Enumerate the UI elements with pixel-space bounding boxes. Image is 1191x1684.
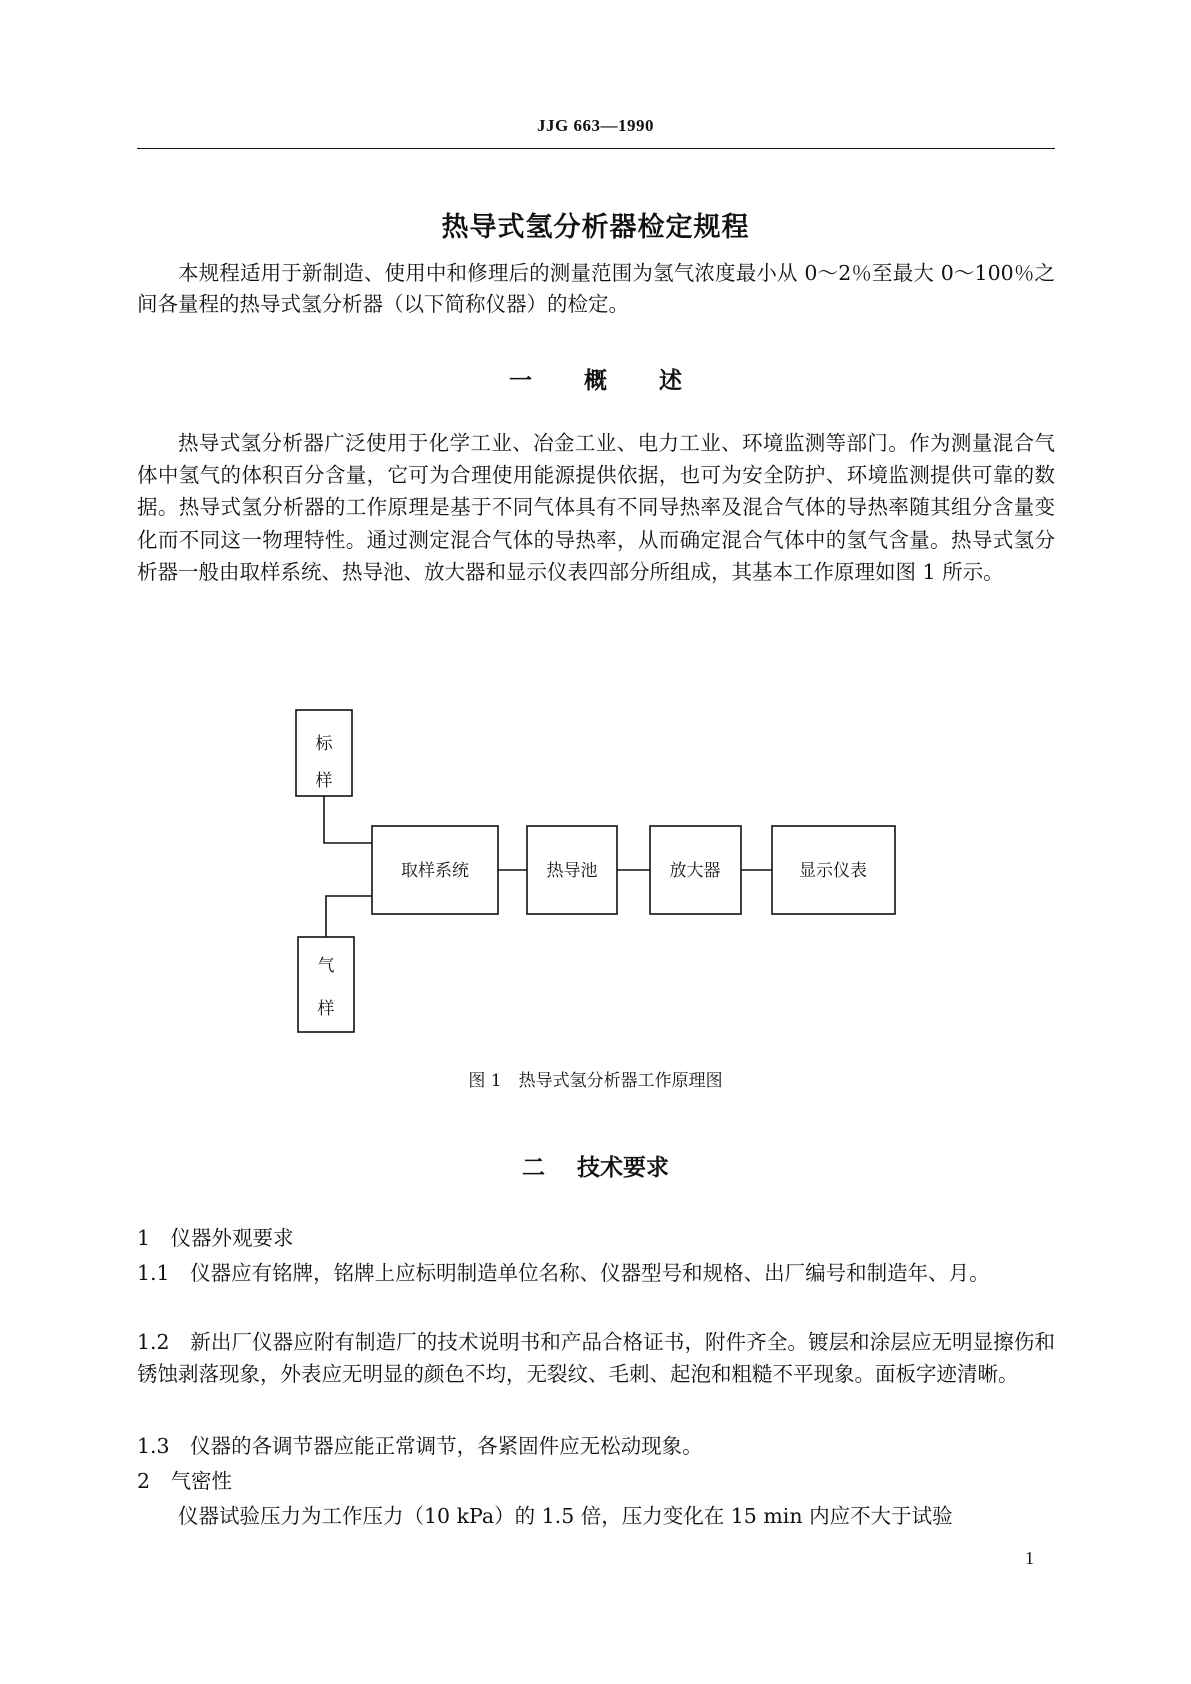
display-label: 显示仪表 [799, 861, 867, 881]
thermal-cell-label: 热导池 [546, 861, 598, 881]
overview-paragraph: 热导式氢分析器广泛使用于化学工业、冶金工业、电力工业、环境监测等部门。作为测量混合气体中氢气的体积百分含量，它可为合理使用能源提供依据，也可为安全防护、环境监测提供可靠的数据。热导式氢分析器的工作原理是基于不同气体具有不同导热率及混合气体的导热率随其组分含量变化而不同这一物理特性。通过测定混合气体的导热率，从而确定混合气体中的氢气含量。热导式氢分析器一般由取样系统、热导池、放大器和显示仪表四部分所组成，其基本工作原理如图 1 所示。 [137, 431, 1055, 584]
section-1-title-a: 概 [584, 368, 607, 394]
figure-caption: 图 1 热导式氢分析器工作原理图 [468, 1071, 723, 1091]
item-1-3: 1.3 仪器的各调节器应能正常调节，各紧固件应无松动现象。 [137, 1434, 703, 1458]
section-1-number: 一 [509, 368, 532, 394]
amplifier-label: 放大器 [669, 861, 721, 881]
section-1-title-b: 述 [659, 368, 682, 394]
intro-paragraph: 本规程适用于新制造、使用中和修理后的测量范围为氢气浓度最小从 0～2％至最大 0～100％之间各量程的热导式氢分析器（以下简称仪器）的检定。 [137, 261, 1055, 316]
item-1-1: 1.1 仪器应有铭牌，铭牌上应标明制造单位名称、仪器型号和规格、出厂编号和制造年、月。 [137, 1261, 990, 1285]
section-2-number: 二 [522, 1155, 545, 1181]
item-1: 1 仪器外观要求 [137, 1226, 294, 1250]
section-2-title: 技术要求 [577, 1155, 669, 1181]
page-header-code: JJG 663—1990 [537, 116, 654, 135]
sampling-system-label: 取样系统 [401, 861, 469, 881]
standard-sample-connector [324, 796, 372, 843]
gas-sample-char-1: 气 [317, 956, 335, 976]
item-2: 2 气密性 [137, 1469, 233, 1493]
item-2-text: 仪器试验压力为工作压力（10 kPa）的 1.5 倍，压力变化在 15 min 内应不大于试验 [178, 1504, 953, 1528]
gas-sample-connector [326, 896, 372, 937]
standard-sample-char-2: 样 [315, 771, 333, 791]
document-title: 热导式氢分析器检定规程 [441, 212, 750, 243]
gas-sample-char-2: 样 [317, 999, 335, 1019]
section-2-heading [0, 1149, 1191, 1182]
page-number: 1 [1025, 1548, 1034, 1568]
standard-sample-char-1: 标 [315, 734, 333, 754]
item-1-2: 1.2 新出厂仪器应附有制造厂的技术说明书和产品合格证书，附件齐全。镀层和涂层应无明显擦伤和锈蚀剥落现象，外表应无明显的颜色不均，无裂纹、毛刺、起泡和粗糙不平现象。面板字迹清晰。 [137, 1330, 1055, 1386]
